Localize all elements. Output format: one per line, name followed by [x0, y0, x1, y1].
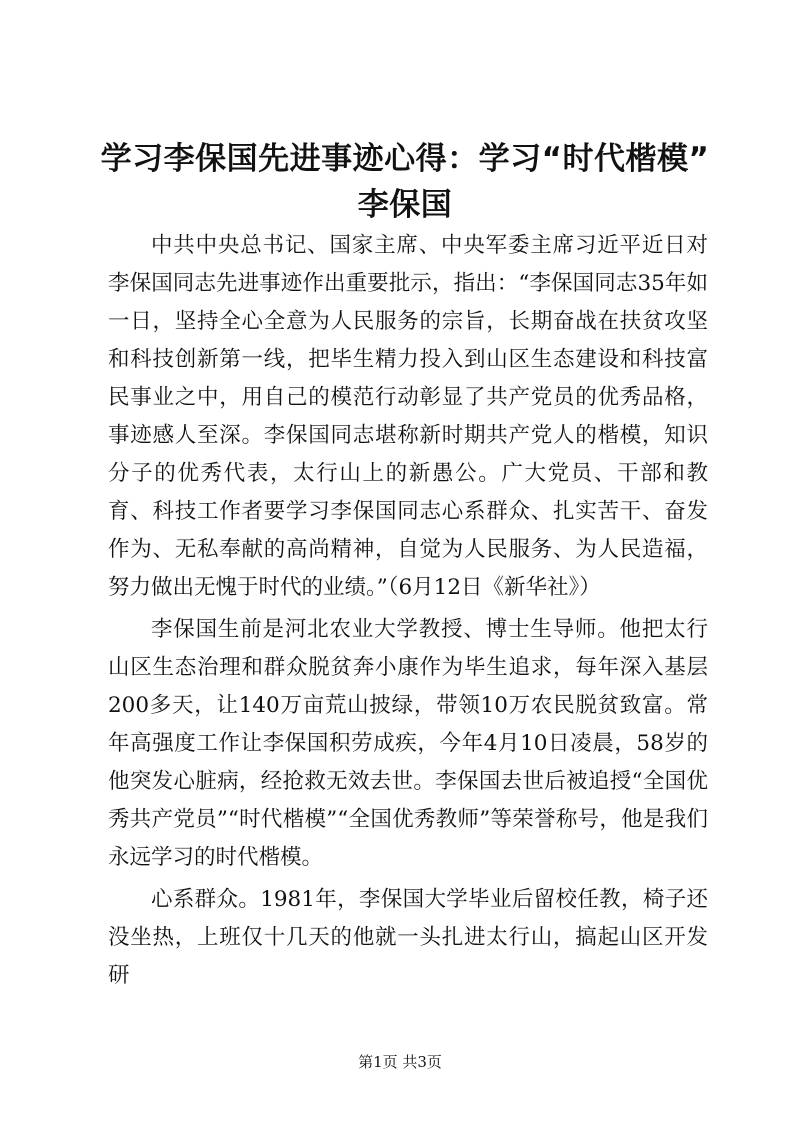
document-title — [100, 136, 710, 228]
paragraph-3: 心系群众。1981年，李保国大学毕业后留校任教，椅子还没坐热，上班仅十几天的他就一头扎进太行山，搞起山区开发研 — [108, 887, 708, 988]
paragraph-2: 李保国生前是河北农业大学教授、博士生导师。他把太行山区生态治理和群众脱贫奔小康作为毕生追求，每年深入基层200多天，让140万亩荒山披绿，带领10万农民脱贫致富。常年高强度工作让李保国积劳成疾，今年4月10日凌晨，58岁的他突发心脏病，经抢救无效去世。李保国去世后被追授“全国优秀共产党员”“时代楷模”“全国优秀教师”等荣誉称号，他是我们永远学习的时代楷模。 — [108, 617, 708, 870]
page-number: 第1页 共3页 — [358, 1053, 442, 1071]
page-footer — [0, 1052, 800, 1072]
document-body — [108, 227, 708, 999]
title-line-1: 学习李保国先进事迹心得：学习“时代楷模” — [100, 141, 710, 177]
paragraph-1: 中共中央总书记、国家主席、中央军委主席习近平近日对李保国同志先进事迹作出重要批示，指出：“李保国同志35年如一日，坚持全心全意为人民服务的宗旨，长期奋战在扶贫攻坚和科技创新第一线，把毕生精力投入到山区生态建设和科技富民事业之中，用自己的模范行动彰显了共产党员的优秀品格，事迹感人至深。李保国同志堪称新时期共产党人的楷模，知识分子的优秀代表，太行山上的新愚公。广大党员、干部和教育、科技工作者要学习李保国同志心系群众、扎实苦干、奋发作为、无私奉献的高尚精神，自觉为人民服务、为人民造福，努力做出无愧于时代的业绩。”（6月12日《新华社》） — [108, 233, 708, 600]
title-line-2: 李保国 — [357, 187, 453, 223]
